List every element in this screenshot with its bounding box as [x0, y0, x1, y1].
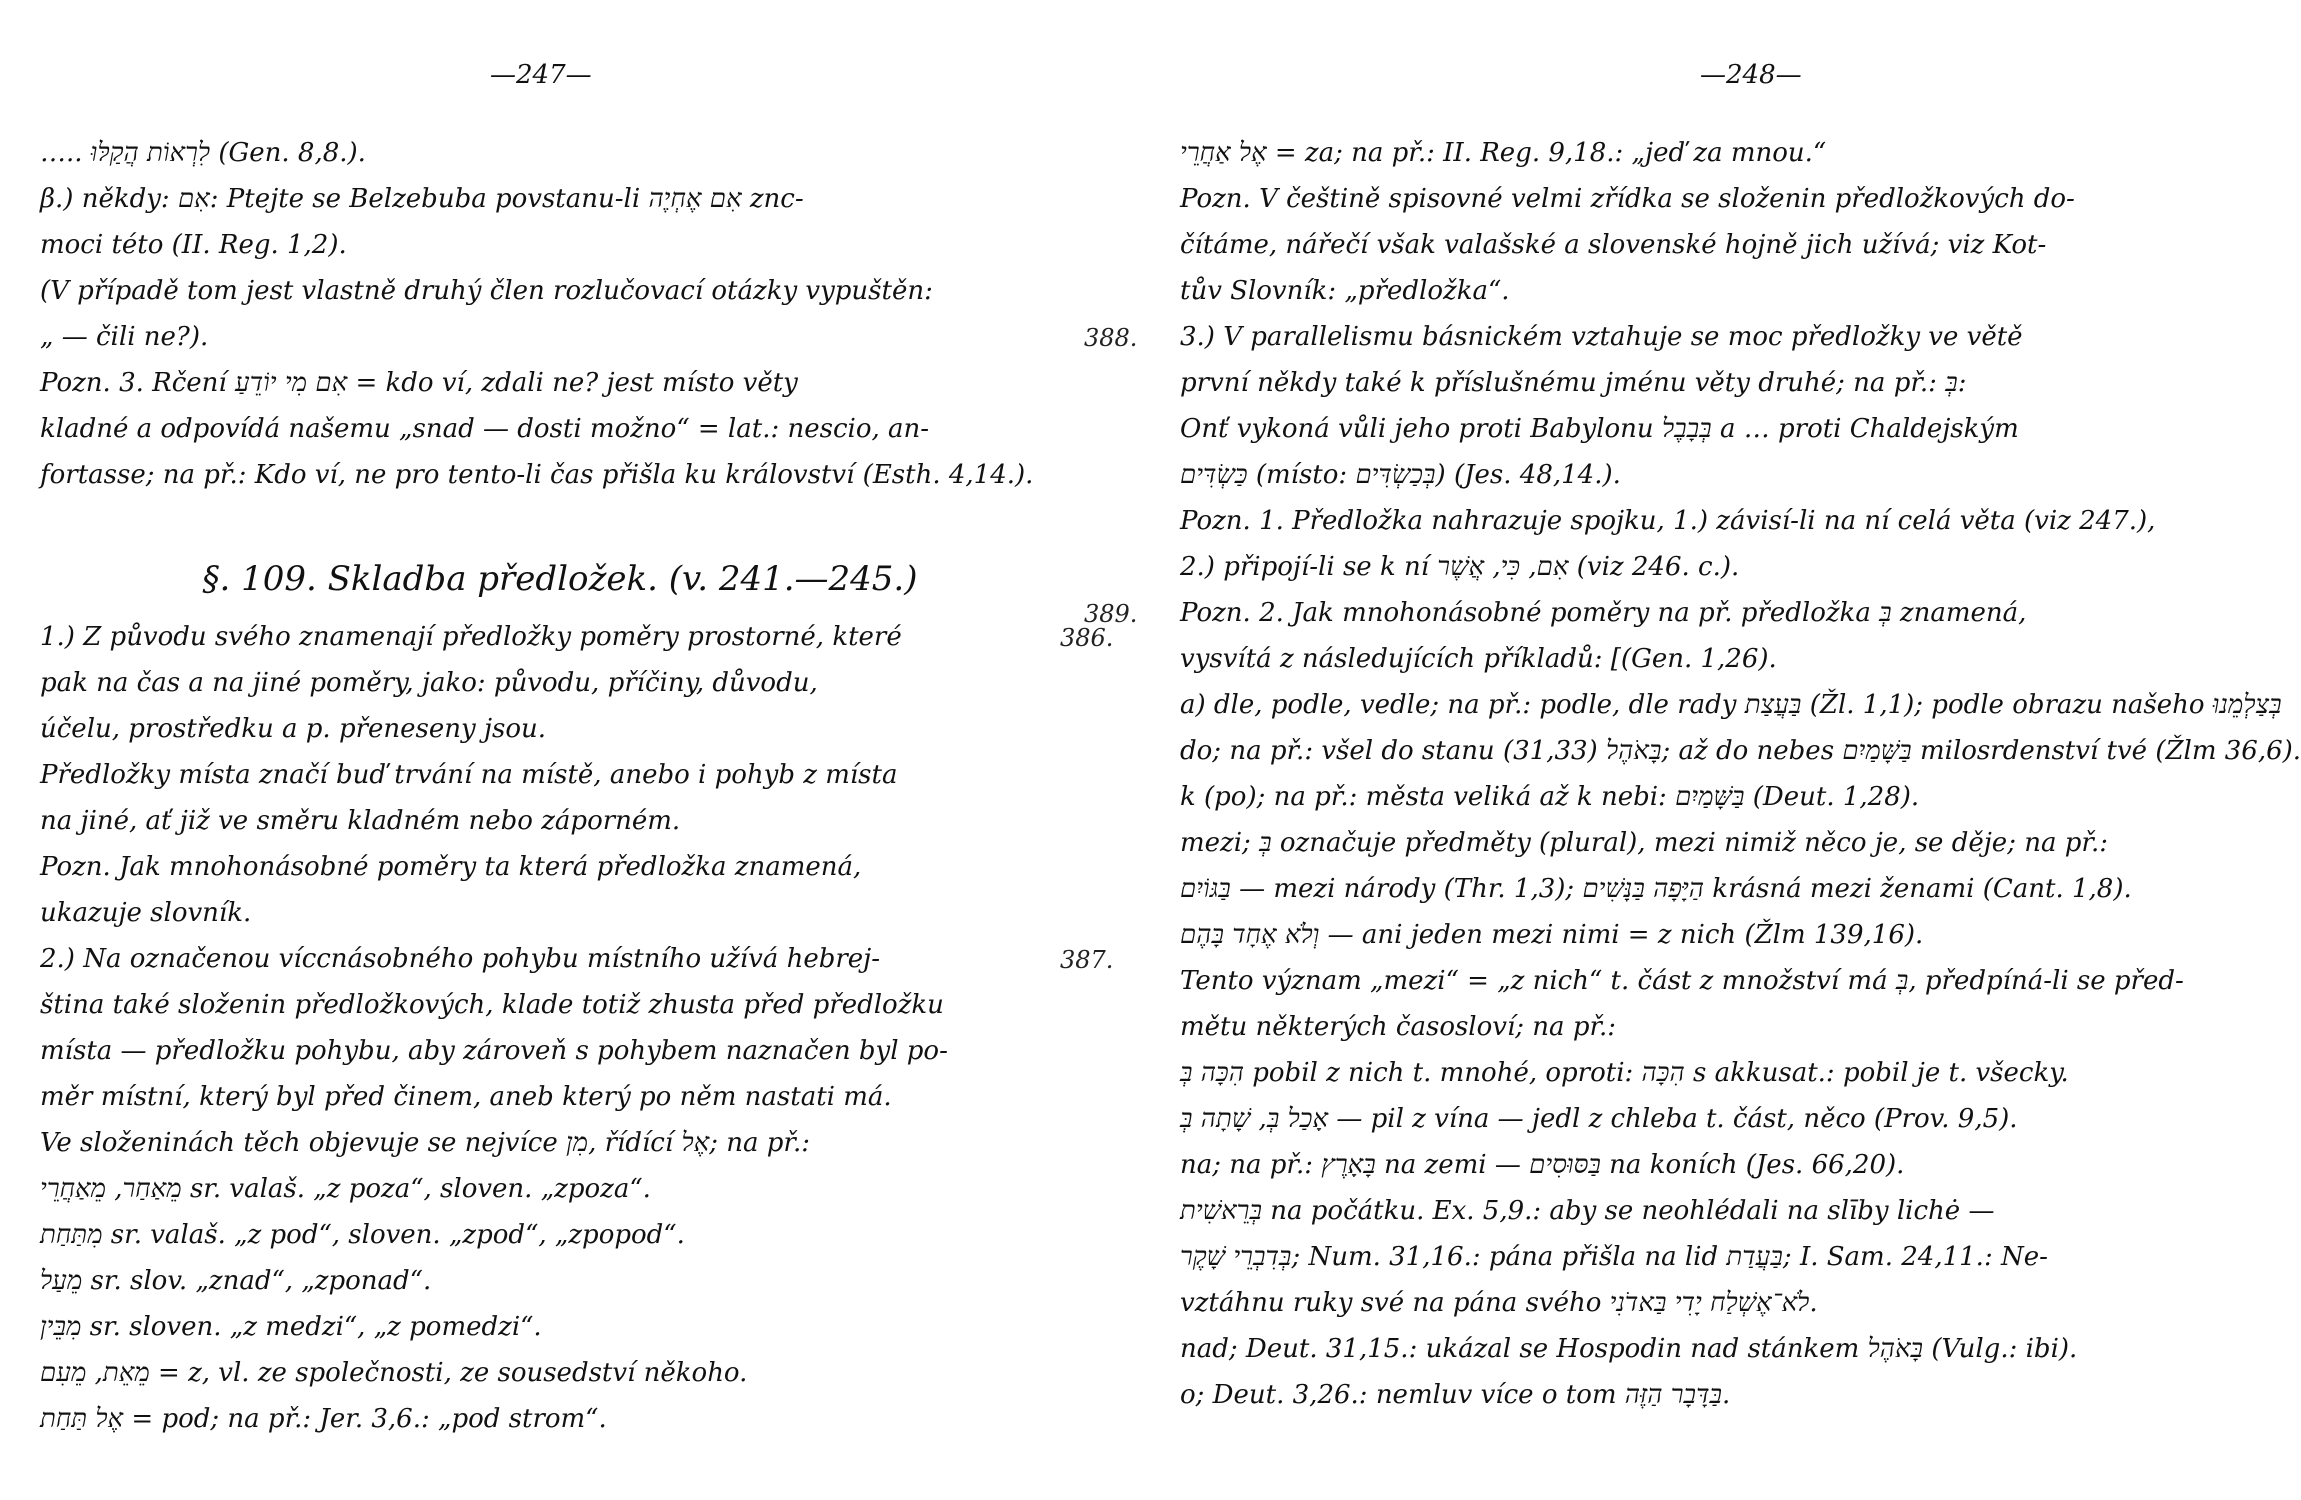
text-line: [1180, 544, 2240, 590]
text-line: [1180, 636, 2240, 682]
text-line: [40, 176, 1080, 222]
text-line: [1180, 1234, 2240, 1280]
text-line: [1180, 314, 2240, 360]
line-text: מֵעַל sr. slov. „znad“, „zponad“.: [40, 1266, 432, 1296]
text-line: [1180, 866, 2240, 912]
line-text: 3.) V parallelismu básnickém vztahuje se moc předložky ve větě: [1180, 322, 2023, 352]
line-text: Pozn. 3. Rčení אִם מִי יוֹדֵעַ = kdo ví, zdali ne? jest místo věty: [40, 368, 798, 398]
text-line: [1180, 958, 2240, 1004]
line-text: moci této (II. Reg. 1,2).: [40, 230, 347, 260]
line-text: אָכַל בְּ, שָׁתָה בְּ — pil z vína — jedl z chleba t. část, něco (Prov. 9,5).: [1180, 1104, 2018, 1134]
section-heading: [40, 544, 1080, 614]
line-text: הִכָּה בְּ pobil z nich t. mnohé, oproti: הִכָּה s akkusat.: pobil je t. všecky.: [1180, 1058, 2069, 1088]
text-line: [40, 752, 1080, 798]
line-text: Pozn. 1. Předložka nahrazuje spojku, 1.) závisí-li na ní celá věta (viz 247.),: [1180, 506, 2156, 536]
line-text: מִבֵּין sr. sloven. „z medzi“, „z pomedzi“.: [40, 1312, 542, 1342]
line-text: אֶל תַּחַת = pod; na př.: Jer. 3,6.: „pod strom“.: [40, 1404, 607, 1434]
line-text: β.) někdy: אִם: Ptejte se Belzebuba povstanu-li אִם אֶחְיֶה znc-: [40, 184, 804, 214]
text-line: [1180, 820, 2240, 866]
page-number: —247—: [490, 60, 592, 90]
line-text: na; na př.: בָּאָרֶץ na zemi — בַּסּוּסִים na koních (Jes. 66,20).: [1180, 1150, 1905, 1180]
margin-paragraph-number: 387.: [1060, 946, 1114, 974]
line-text: měr místní, který byl před činem, aneb který po něm nastati má.: [40, 1082, 892, 1112]
line-text: pak na čas a na jiné poměry, jako: původu, příčiny, důvodu,: [40, 668, 818, 698]
line-text: Tento význam „mezi“ = „z nich“ t. část z množství má בְּ, předpíná-li se před-: [1180, 966, 2184, 996]
line-text: כַּשְׂדִּים (místo: בְּכַשְׂדִּים) (Jes. 48,14.).: [1180, 460, 1621, 490]
text-line: [1180, 1188, 2240, 1234]
text-line: [1180, 728, 2301, 774]
line-text: (V případě tom jest vlastně druhý člen rozlučovací otázky vypuštěn:: [40, 276, 933, 306]
line-text: mětu některých časosloví; na př.:: [1180, 1012, 1617, 1042]
line-text: nad; Deut. 31,15.: ukázal se Hospodin nad stánkem בָּאֹהֶל (Vulg.: ibi).: [1180, 1334, 2078, 1364]
text-line: [40, 314, 1080, 360]
line-text: Onť vykoná vůli jeho proti Babylonu בְּבָבֶל a … proti Chaldejským: [1180, 414, 2019, 444]
text-line: [40, 1120, 1080, 1166]
text-line: [40, 1212, 1080, 1258]
text-line: [40, 222, 1080, 268]
line-text: první někdy také k příslušnému jménu věty druhé; na př.: בְּ:: [1180, 368, 1967, 398]
line-text: בְּדִבְרֵי שָׁקֶר; Num. 31,16.: pána přišla na lid בַּעֲדַת; I. Sam. 24,11.: Ne-: [1180, 1242, 2048, 1272]
text-line: [40, 706, 1080, 752]
line-text: Pozn. V češtině spisovné velmi zřídka se složenin předložkových do-: [1180, 184, 2075, 214]
text-line: [40, 452, 1080, 498]
text-line: [1180, 1280, 2240, 1326]
line-text: מֵאֵת, מֵעִם = z, vl. ze společnosti, ze sousedství někoho.: [40, 1358, 748, 1388]
text-line: [1180, 222, 2240, 268]
line-text: מִתַּחַת sr. valaš. „z pod“, sloven. „zpod“, „zpopod“.: [40, 1220, 685, 1250]
line-text: מֵאַחַר, מֵאַחֲרֵי sr. valaš. „z poza“, sloven. „zpoza“.: [40, 1174, 651, 1204]
page-number: —248—: [1700, 60, 1802, 90]
line-text: k (po); na př.: města veliká až k nebi: בַּשָּׁמַיִם (Deut. 1,28).: [1180, 782, 1920, 812]
text-line: [1180, 1142, 2240, 1188]
text-line: [1180, 912, 2240, 958]
line-text: na jiné, ať již ve směru kladném nebo záporném.: [40, 806, 681, 836]
text-line: [1180, 682, 2282, 728]
line-text: 1.) Z původu svého znamenají předložky poměry prostorné, které: [40, 622, 902, 652]
line-text: mezi; בְּ označuje předměty (plural), mezi nimiž něco je, se děje; na př.:: [1180, 828, 2108, 858]
text-line: [40, 1350, 1080, 1396]
line-text: ukazuje slovník.: [40, 898, 252, 928]
line-text: Pozn. 2. Jak mnohonásobné poměry na př. předložka בְּ znamená,: [1180, 598, 2027, 628]
line-text: Předložky místa značí buď trvání na místě, anebo i pohyb z místa: [40, 760, 898, 790]
text-line: [40, 798, 1080, 844]
line-text: Ve složeninách těch objevuje se nejvíce מִן, řídící אֶל; na př.:: [40, 1128, 810, 1158]
text-line: [1180, 130, 2240, 176]
text-line: [40, 406, 1080, 452]
margin-paragraph-number: 389.: [1084, 600, 1138, 628]
text-line: [40, 1396, 1080, 1442]
text-line: [40, 1028, 1080, 1074]
line-text: ština také složenin předložkových, klade totiž zhusta před předložku: [40, 990, 944, 1020]
text-line: [40, 1304, 1080, 1350]
text-line: [40, 1166, 1080, 1212]
text-line: [40, 498, 1080, 544]
line-text: účelu, prostředku a p. přeneseny jsou.: [40, 714, 547, 744]
line-text: Pozn. Jak mnohonásobné poměry ta která předložka znamená,: [40, 852, 862, 882]
text-line: [40, 660, 1080, 706]
line-text: ….. לִרְאוֹת הֲקַלּוּ (Gen. 8,8.).: [40, 138, 366, 168]
text-line: [40, 1074, 1080, 1120]
line-text: „ — čili ne?).: [40, 322, 209, 352]
text-line: [1180, 498, 2240, 544]
line-text: אֶל אַחֲרֵי = za; na př.: II. Reg. 9,18.: „jeď za mnou.“: [1180, 138, 1827, 168]
text-line: [40, 982, 1080, 1028]
text-line: [40, 268, 1080, 314]
text-line: [1180, 590, 2240, 636]
text-line: [1180, 406, 2240, 452]
line-text: do; na př.: všel do stanu בָּאֹהֶל (31,33); až do nebes בַּשָּׁמַיִם milosrdenství tvé (Žlm 36,6).: [1180, 736, 2301, 766]
margin-paragraph-number: 386.: [1060, 624, 1114, 652]
line-text: místa — předložku pohybu, aby zároveň s pohybem naznačen byl po-: [40, 1036, 948, 1066]
text-line: [1180, 1004, 2240, 1050]
line-text: בַּגּוֹיִם — mezi národy (Thr. 1,3); הַיָּפָה בַּנָּשִׁים krásná mezi ženami (Cant. 1,8).: [1180, 874, 2132, 904]
line-text: vztáhnu ruky své na pána svého לֹא־אֶשְׁלַח יָדִי בַּאדֹנִי.: [1180, 1288, 1818, 1318]
text-line: [1180, 1050, 2240, 1096]
text-line: [1180, 774, 2240, 820]
text-line: [1180, 1326, 2240, 1372]
text-line: [1180, 452, 2240, 498]
margin-paragraph-number: 388.: [1084, 324, 1138, 352]
line-text: §. 109. Skladba předložek. (v. 241.—245.): [202, 559, 918, 599]
line-text: o; Deut. 3,26.: nemluv více o tom בַּדָּבָר הַזֶּה.: [1180, 1380, 1731, 1410]
text-line: [1180, 268, 2240, 314]
line-text: čítáme, nářečí však valašské a slovenské hojně jich užívá; viz Kot-: [1180, 230, 2047, 260]
text-line: [40, 890, 1080, 936]
line-text: kladné a odpovídá našemu „snad — dosti možno“ = lat.: nescio, an-: [40, 414, 930, 444]
text-line: [1180, 1096, 2240, 1142]
line-text: 2.) připojí-li se k ní אִם, כִּי, אֲשֶׁר (viz 246. c.).: [1180, 552, 1740, 582]
text-line: [40, 1258, 1080, 1304]
text-line: [1180, 360, 2240, 406]
line-text: 2.) Na označenou víccnásobného pohybu místního užívá hebrej-: [40, 944, 881, 974]
line-text: בְּרֵאשִׁית na počátku. Ex. 5,9.: aby se neohlédali na slīby lichė —: [1180, 1196, 1995, 1226]
text-line: [40, 130, 1080, 176]
text-line: [1180, 1372, 2240, 1418]
line-text: tův Slovník: „předložka“.: [1180, 276, 1510, 306]
text-line: [1180, 176, 2240, 222]
line-text: fortasse; na př.: Kdo ví, ne pro tento-li čas přišla ku království (Esth. 4,14.).: [40, 460, 1034, 490]
text-line: [40, 360, 1080, 406]
text-line: [40, 844, 1080, 890]
line-text: a) dle, podle, vedle; na př.: podle, dle rady בַּעֲצַת (Žl. 1,1); podle obrazu našeho בְּצַלְמֵנוּ: [1180, 690, 2282, 720]
line-text: וְלֹא אֶחָד בָּהֶם — ani jeden mezi nimi = z nich (Žlm 139,16).: [1180, 920, 1924, 950]
text-line: [40, 936, 1080, 982]
text-line: [40, 614, 1080, 660]
line-text: vysvítá z následujících příkladů: [(Gen. 1,26).: [1180, 644, 1777, 674]
